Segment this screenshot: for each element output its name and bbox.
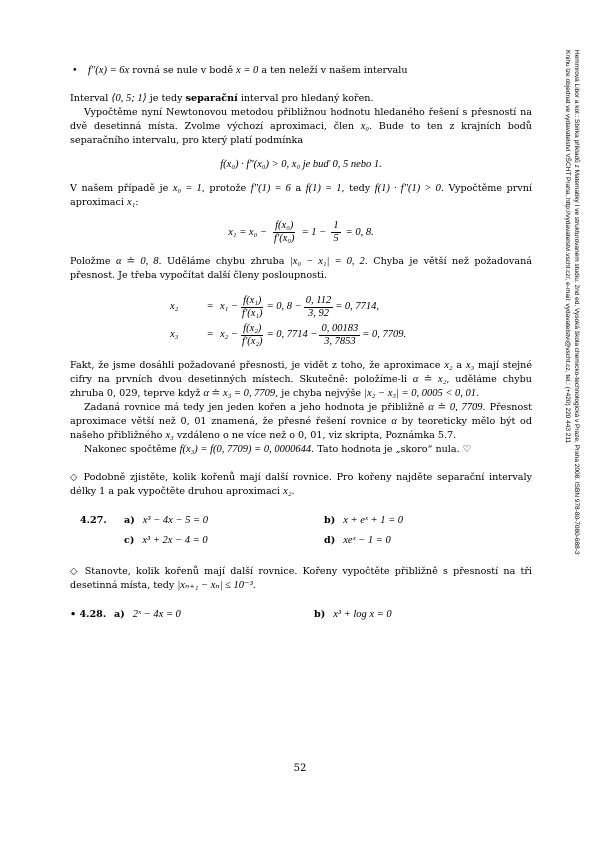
- math-inline: x₁: [127, 197, 136, 208]
- exercise-item: [124, 514, 324, 528]
- eq-term: = 0, 7714,: [335, 301, 380, 312]
- math-display: = 0, 8.: [345, 227, 374, 238]
- text-span: .: [252, 580, 256, 591]
- exercise-row: [70, 511, 532, 531]
- bullet-dot: •: [72, 65, 78, 76]
- math-inline: |xₙ₊₁ − xₙ| ≤ 10⁻³: [177, 580, 253, 591]
- exercise-row: [70, 605, 532, 625]
- text-span: :: [135, 197, 139, 208]
- text-span: vzdáleno o ne více než o 0, 01, viz skripta, Poznámka 5.7.: [173, 430, 457, 441]
- math-inline: x = 0: [236, 65, 259, 76]
- item-label: b): [314, 609, 326, 620]
- math-inline: f(1) = 1: [305, 183, 342, 194]
- eq-lhs: x₃: [170, 329, 179, 340]
- math-inline: α ≐ x₃ = 0, 7709: [203, 388, 276, 399]
- denominator: 5: [333, 233, 339, 244]
- item-label: d): [324, 535, 336, 546]
- eq-sign: =: [206, 301, 214, 312]
- text-span: . Přesnost aproximace větší než 0, 01 znamená, že přesné řešení rovnice: [70, 402, 532, 427]
- eq-lhs: x₂: [170, 301, 179, 312]
- math-inline: x₂: [444, 360, 453, 371]
- bold-term: separační: [185, 93, 238, 104]
- paragraph: [70, 106, 532, 148]
- math-inline: f(1) · f″(1) > 0: [374, 183, 441, 194]
- denominator: 3, 92: [307, 307, 329, 319]
- text-span: a: [290, 183, 306, 194]
- fraction: [240, 323, 265, 348]
- math-inline: |x₂ − x₃| = 0, 0005 < 0, 01: [364, 388, 477, 399]
- text-span: a ten neleží v našem intervalu: [258, 65, 408, 76]
- math-inline: x₀ = 1: [172, 183, 202, 194]
- equation-row: [170, 293, 532, 321]
- item-label: c): [124, 535, 135, 546]
- denominator: f′(x₂): [242, 335, 263, 347]
- paragraph: [70, 255, 532, 283]
- page-number: 52: [293, 763, 307, 774]
- exercise-number: 4.27.: [80, 515, 107, 526]
- text-span: , je chyba nejvýše: [275, 388, 365, 399]
- display-equation: [70, 158, 532, 172]
- item-label: b): [324, 515, 336, 526]
- text-span: . Vypočtěme první aproximaci: [70, 183, 532, 208]
- numerator: 0, 112: [305, 294, 332, 306]
- math-inline: x₃: [165, 430, 174, 441]
- math-inline: |x₀ − x₁| = 0, 2: [289, 256, 365, 267]
- math-inline: ⟨0, 5; 1⟩: [111, 93, 147, 104]
- fraction: [240, 295, 265, 320]
- item-label: a): [124, 515, 135, 526]
- eq-term: x₁ −: [220, 301, 239, 312]
- exercise-intro: [70, 565, 532, 593]
- exercise-item: [124, 534, 324, 548]
- math-inline: f(x₃) = f(0, 7709) = 0, 0000644: [179, 444, 312, 455]
- math-inline: α ≐ 0, 7709: [428, 402, 483, 413]
- exercise-item: [314, 608, 494, 622]
- aligned-equations: [170, 293, 532, 349]
- text-span: Vypočtěme nyní Newtonovou metodou přibližnou hodnotu hledaného řešení s přesností na dvě desetinná místa. Zvolme výchozí aproximaci, člen: [70, 107, 532, 132]
- item-equation: x³ + 2x − 4 = 0: [142, 535, 208, 546]
- text-span: , uděláme chybu zhruba 0, 029, teprve když: [70, 374, 532, 399]
- text-span: .: [291, 486, 295, 497]
- numerator: f(x₁): [243, 294, 262, 306]
- text-span: mají stejné cifry na prvních dvou desetinných místech. Skutečně: položíme-li: [70, 360, 532, 385]
- eq-term: x₂ −: [220, 329, 239, 340]
- text-span: Položme: [70, 256, 116, 267]
- math-display: = 1 −: [301, 227, 327, 238]
- eq-term: = 0, 8 −: [266, 301, 302, 312]
- eq-term: = 0, 7714 −: [266, 329, 318, 340]
- text-span: . Tato hodnota je „skoro“ nula. ♡: [311, 444, 472, 455]
- citation-line: Hemmrová Libor a kol.: Sbírka příkladů z Matematiky I ve strukturovaném studiu. 2nd ed. Vysoká škola chemicko-technologická v Praze, Praha 2008. ISBN 978-80-7080-688-3: [573, 50, 580, 555]
- text-span: . Bude to ten z krajních bodů separačního intervalu, pro který platí podmínka: [70, 121, 532, 146]
- text-span: Interval: [70, 93, 112, 104]
- paragraph: [70, 359, 532, 401]
- exercise-item: [324, 534, 504, 548]
- fraction: [304, 295, 333, 320]
- equation-row: [170, 321, 532, 349]
- paragraph: [70, 92, 532, 106]
- text-span: , tedy: [341, 183, 375, 194]
- numerator: 0, 00183: [321, 322, 359, 334]
- fraction: [331, 220, 340, 245]
- math-inline: f″(x) = 6x: [88, 65, 130, 76]
- numerator: f(x₀): [275, 220, 294, 231]
- paragraph: [70, 182, 532, 210]
- item-label: a): [114, 609, 125, 620]
- exercise-item: [324, 514, 504, 528]
- citation-line: Knihu lze objednat ve vydavatelství VŠCHT Praha, http://vydavatelstvi.vscht.cz/, e-mail: vydavatelstvi@vscht.cz, tel.: (+420) 220 443 211: [564, 50, 571, 444]
- page-content: [70, 64, 532, 637]
- denominator: 3, 7853: [324, 335, 356, 347]
- text-span: by teoreticky mělo být od našeho přibližného: [70, 416, 532, 441]
- text-span: interval pro hledaný kořen.: [237, 93, 374, 104]
- math-display: x₁ = x₀ −: [228, 227, 267, 238]
- text-span: ◇ Podobně zjistěte, kolik kořenů mají další rovnice. Pro kořeny najděte separační intervaly délky 1 a pak vypočtěte druhou aproximaci: [70, 472, 532, 497]
- math-inline: f″(1) = 6: [250, 183, 291, 194]
- text-span: , protože: [201, 183, 251, 194]
- text-span: je tedy: [146, 93, 186, 104]
- fraction: [319, 323, 360, 348]
- numerator: f(x₂): [243, 322, 262, 334]
- math-display: f(x₀) · f″(x₀) > 0,: [220, 159, 290, 170]
- text-span: ◇ Stanovte, kolik kořenů mají další rovnice. Kořeny vypočtěte přibližně s přesností na tři desetinná místa, tedy: [70, 566, 532, 591]
- denominator: f′(x₀): [274, 233, 295, 244]
- text-span: rovná se nule v bodě: [129, 65, 237, 76]
- math-inline: α ≐ x₂: [412, 374, 447, 385]
- text-span: .: [476, 388, 480, 399]
- paragraph: [70, 443, 532, 457]
- math-inline: x₂: [283, 486, 292, 497]
- text-span: . Chyba je větší než požadovaná přesnost. Je třeba vypočítat další členy posloupnosti.: [70, 256, 532, 281]
- paragraph: [70, 401, 532, 443]
- exercise-intro: [70, 471, 532, 499]
- exercise-item: [114, 608, 314, 622]
- margin-citation: [563, 50, 581, 630]
- exercise-4-27: [70, 511, 532, 551]
- math-inline: x₃: [465, 360, 475, 371]
- text-span: V našem případě je: [70, 183, 173, 194]
- math-display: x₀ je buď 0, 5 nebo 1.: [289, 159, 382, 170]
- item-equation: 2ˣ − 4x = 0: [132, 609, 181, 620]
- numerator: 1: [333, 220, 339, 231]
- display-equation: [70, 220, 532, 245]
- fraction: [272, 220, 297, 245]
- math-inline: α: [391, 416, 397, 427]
- item-equation: x³ + log x = 0: [333, 609, 392, 620]
- math-inline: x₀: [360, 121, 370, 132]
- exercise-number: • 4.28.: [70, 609, 107, 620]
- eq-sign: =: [206, 329, 214, 340]
- bullet-item: [70, 64, 532, 78]
- math-inline: α ≐ 0, 8: [115, 256, 159, 267]
- item-equation: x + eˣ + 1 = 0: [343, 515, 404, 526]
- exercise-row: [70, 531, 532, 551]
- text-span: Fakt, že jsme dosáhli požadované přesnosti, je vidět z toho, že aproximace: [70, 360, 445, 371]
- text-span: Nakonec spočtěme: [84, 444, 180, 455]
- text-span: a: [452, 360, 466, 371]
- item-equation: xeˣ − 1 = 0: [343, 535, 391, 546]
- text-span: Zadaná rovnice má tedy jen jeden kořen a jeho hodnota je přibližně: [84, 402, 429, 413]
- exercise-4-28: [70, 605, 532, 625]
- denominator: f′(x₁): [242, 307, 263, 319]
- eq-term: = 0, 7709.: [362, 329, 407, 340]
- item-equation: x³ − 4x − 5 = 0: [142, 515, 208, 526]
- text-span: . Uděláme chybu zhruba: [158, 256, 290, 267]
